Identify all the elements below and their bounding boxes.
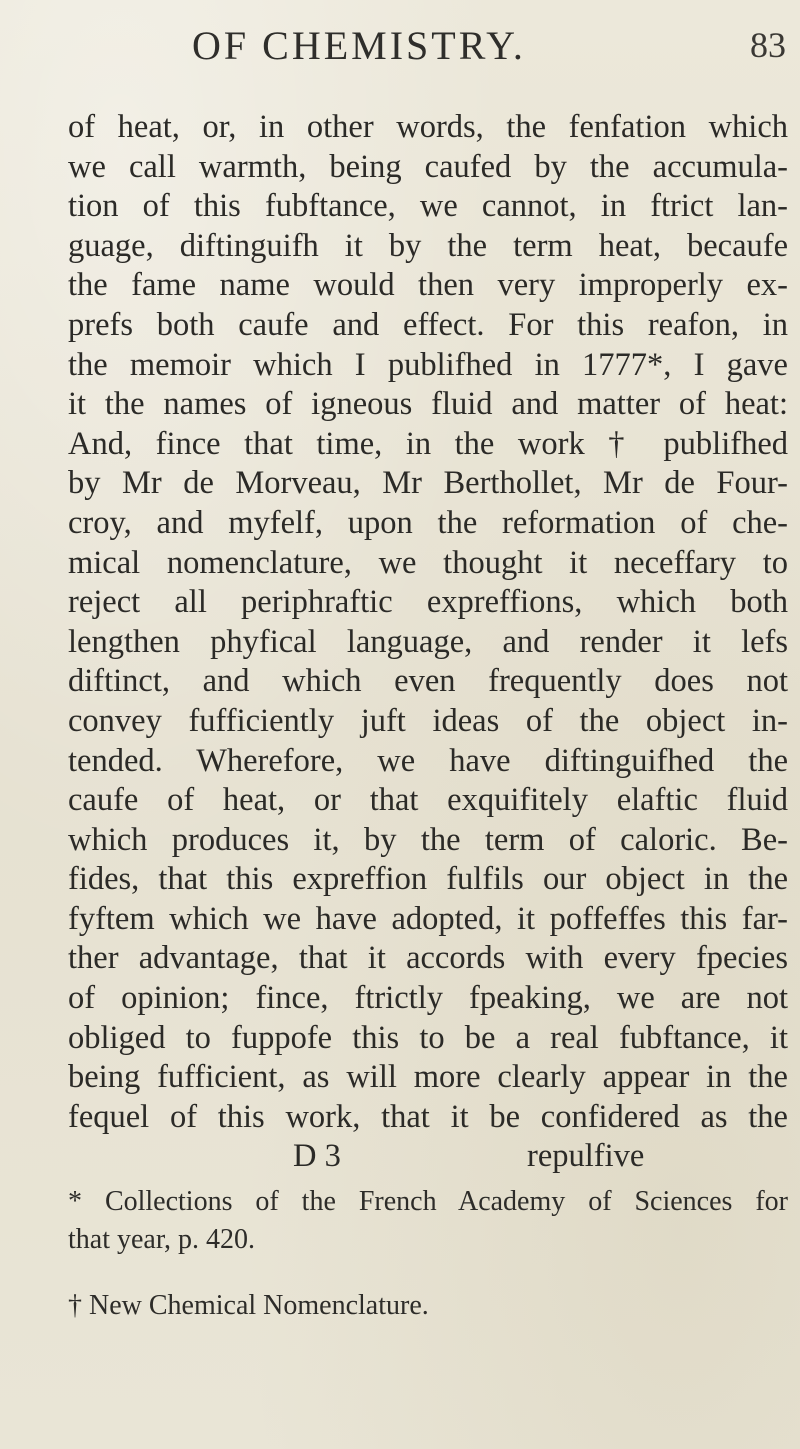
text-line-2: we call warmth, being caufed by the accumula- — [68, 148, 788, 185]
running-head — [0, 22, 800, 82]
signature-mark: D 3 — [293, 1138, 341, 1175]
text-line-12: mical nomenclature, we thought it neceffary to — [68, 544, 788, 581]
text-line-19: which produces it, by the term of caloric. Be- — [68, 821, 788, 858]
text-line-21: fyftem which we have adopted, it poffeffes this far- — [68, 900, 788, 937]
text-line-5: the fame name would then very improperly ex- — [68, 267, 788, 304]
footnote-1-line-1: * Collections of the French Academy of Sciences for — [68, 1186, 788, 1217]
body-text — [68, 108, 788, 1177]
text-line-22: ther advantage, that it accords with every fpecies — [68, 940, 788, 977]
running-title: OF CHEMISTRY. — [192, 23, 526, 68]
text-line-15: diftinct, and which even frequently does not — [68, 663, 788, 700]
text-line-6: prefs both caufe and effect. For this reafon, in — [68, 306, 788, 343]
text-line-7: the memoir which I publifhed in 1777*, I gave — [68, 346, 788, 383]
text-line-20: fides, that this expreffion fulfils our object in the — [68, 861, 788, 898]
text-line-26: fequel of this work, that it be confidered as the — [68, 1098, 788, 1135]
page-number: 83 — [750, 25, 786, 65]
text-line-18: caufe of heat, or that exquifitely elaftic fluid — [68, 782, 788, 819]
text-line-8: it the names of igneous fluid and matter of heat: — [68, 386, 788, 423]
text-line-10: by Mr de Morveau, Mr Berthollet, Mr de Four- — [68, 465, 788, 502]
text-line-23: of opinion; fince, ftrictly fpeaking, we are not — [68, 980, 788, 1017]
text-line-13: reject all periphraftic expreffions, which both — [68, 584, 788, 621]
footnote-1-line-2: that year, p. 420. — [68, 1224, 256, 1255]
text-line-3: tion of this fubftance, we cannot, in ftrict lan- — [68, 188, 788, 225]
text-line-17: tended. Wherefore, we have diftinguifhed the — [68, 742, 788, 779]
text-line-24: obliged to fuppofe this to be a real fubftance, it — [68, 1019, 788, 1056]
footnote-2: † New Chemical Nomenclature. — [68, 1290, 429, 1321]
signature-line — [68, 1137, 788, 1177]
catchword: repulfive — [527, 1138, 645, 1175]
text-line-16: convey fufficiently juft ideas of the object in- — [68, 702, 788, 739]
text-line-1: of heat, or, in other words, the fenfation which — [68, 109, 788, 145]
text-line-14: lengthen phyfical language, and render it lefs — [68, 623, 788, 660]
text-line-11: croy, and myfelf, upon the reformation of che- — [68, 504, 788, 541]
text-line-4: guage, diftinguifh it by the term heat, becaufe — [68, 227, 788, 264]
text-line-25: being fufficient, as will more clearly appear in the — [68, 1059, 788, 1096]
footnotes — [68, 1183, 788, 1325]
text-line-9: And, fince that time, in the work † publifhed — [68, 425, 788, 462]
